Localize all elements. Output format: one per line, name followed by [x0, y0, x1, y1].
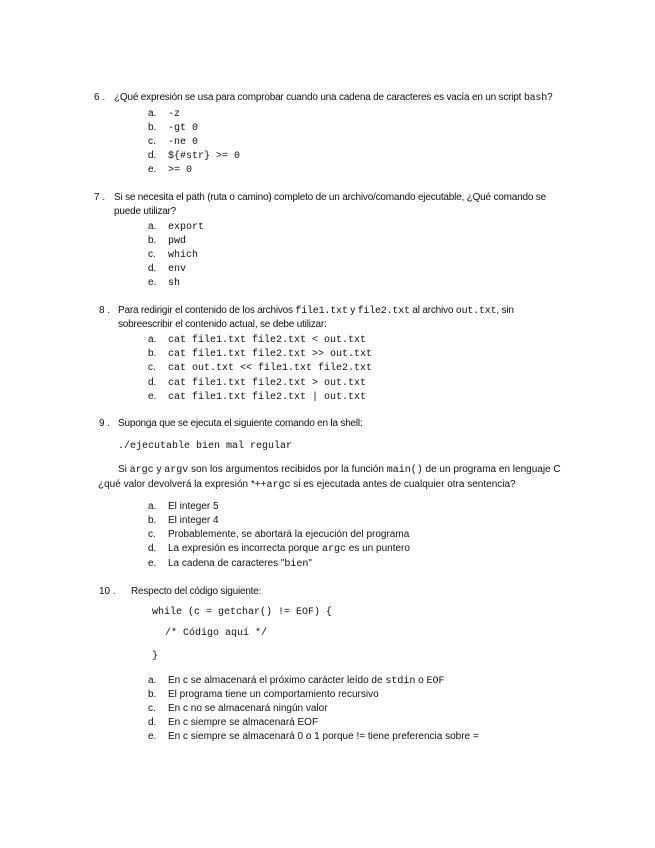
question-text: Respecto del código siguiente:	[131, 586, 262, 597]
option-text: -z	[168, 109, 181, 120]
code-line-2: /* Código aquí */	[165, 628, 268, 639]
option-letter: a.	[148, 675, 157, 686]
inline-code: bash	[523, 93, 548, 104]
text-part: si es ejecutada antes de cualquier otra sentencia?	[290, 479, 516, 490]
option-letter: c.	[148, 249, 156, 260]
option-text: En c siempre se almacenará EOF	[168, 717, 319, 728]
question-number: 7 .	[94, 192, 106, 203]
inline-code: argc	[321, 544, 346, 555]
option-e[interactable]	[148, 163, 192, 177]
option-b[interactable]	[148, 234, 186, 248]
option-text: >= 0	[168, 165, 193, 176]
option-c[interactable]	[148, 361, 372, 375]
option-b[interactable]	[148, 514, 219, 528]
paragraph-line-1	[118, 462, 561, 478]
option-text: pwd	[168, 236, 187, 247]
option-text: El integer 5	[168, 501, 219, 512]
option-letter: b.	[148, 122, 157, 133]
option-letter: d.	[148, 377, 157, 388]
question-text-part: ?	[547, 92, 553, 103]
text-part: de un programa en lenguaje C	[422, 464, 561, 475]
text-part: son los argumentos recibidos por la función	[188, 464, 387, 475]
option-text: cat file1.txt file2.txt < out.txt	[168, 335, 367, 346]
option-c[interactable]	[148, 528, 409, 542]
option-d[interactable]	[148, 542, 410, 556]
option-b[interactable]	[148, 688, 379, 702]
option-text: o	[415, 675, 427, 686]
option-c[interactable]	[148, 248, 198, 262]
option-e[interactable]	[148, 557, 312, 571]
option-letter: b.	[148, 348, 157, 359]
question-text-line-2: sobreescribir el contenido actual, se debe utilizar:	[118, 319, 327, 330]
option-text: El integer 4	[168, 515, 219, 526]
option-text: sh	[168, 278, 181, 289]
option-text: -ne 0	[168, 137, 199, 148]
inline-code: bien	[284, 559, 309, 570]
inline-code: main()	[386, 465, 423, 476]
inline-code: out.txt	[455, 306, 497, 317]
option-letter: c.	[148, 529, 156, 540]
text-part: y	[153, 464, 165, 475]
option-text: En c siempre se almacenará 0 o 1 porque != tiene preferencia sobre =	[168, 731, 479, 742]
option-text: "	[308, 558, 312, 569]
option-text: es un puntero	[346, 543, 410, 554]
option-text: La expresión es incorrecta porque	[168, 543, 322, 554]
option-letter: e.	[148, 164, 157, 175]
question-text: Suponga que se ejecuta el siguiente comando en la shell:	[118, 418, 363, 429]
option-letter: e.	[148, 391, 157, 402]
option-letter: d.	[148, 717, 157, 728]
option-a[interactable]	[148, 220, 204, 234]
question-text-part: , sin	[496, 305, 514, 316]
option-text: En c no se almacenará ningún valor	[168, 703, 328, 714]
option-a[interactable]	[148, 674, 445, 688]
option-letter: a.	[148, 334, 157, 345]
option-d[interactable]	[148, 716, 318, 730]
option-letter: a.	[148, 501, 157, 512]
option-letter: d.	[148, 150, 157, 161]
option-letter: b.	[148, 235, 157, 246]
option-letter: b.	[148, 689, 157, 700]
option-text: Probablemente, se abortará la ejecución del programa	[168, 529, 410, 540]
option-c[interactable]	[148, 135, 198, 149]
option-e[interactable]	[148, 390, 366, 404]
option-text: El programa tiene un comportamiento recursivo	[168, 689, 379, 700]
code-line-3: }	[152, 651, 159, 662]
question-text	[114, 91, 552, 106]
option-d[interactable]	[148, 376, 366, 390]
option-letter: a.	[148, 108, 157, 119]
option-d[interactable]	[148, 262, 186, 276]
inline-code: argc	[266, 480, 291, 491]
option-text: cat file1.txt file2.txt >> out.txt	[168, 349, 373, 360]
option-letter: d.	[148, 543, 157, 554]
inline-code: stdin	[385, 676, 416, 687]
option-text: -gt 0	[168, 123, 199, 134]
option-text: La cadena de caracteres "	[168, 558, 285, 569]
question-number: 9 .	[99, 418, 111, 429]
option-a[interactable]	[148, 107, 180, 121]
question-text-part: y	[347, 305, 358, 316]
option-letter: c.	[148, 362, 156, 373]
inline-code: file2.txt	[357, 306, 410, 317]
option-text: En c se almacenará el próximo carácter leído de	[168, 675, 386, 686]
option-letter: b.	[148, 515, 157, 526]
inline-code: argv	[164, 465, 189, 476]
inline-code: argc	[129, 465, 154, 476]
option-text: env	[168, 264, 187, 275]
question-text-line-2: puede utilizar?	[114, 206, 177, 217]
option-text: cat out.txt << file1.txt file2.txt	[168, 363, 373, 374]
option-letter: e.	[148, 558, 157, 569]
text-part: ¿qué valor devolverá la expresión *++	[98, 479, 267, 490]
option-text: export	[168, 222, 205, 233]
question-number: 8 .	[99, 305, 111, 316]
option-text: which	[168, 250, 199, 261]
option-e[interactable]	[148, 276, 180, 290]
question-number: 10 .	[99, 586, 116, 597]
option-text: cat file1.txt file2.txt > out.txt	[168, 378, 367, 389]
paragraph-line-2	[98, 477, 516, 493]
option-b[interactable]	[148, 121, 198, 135]
inline-code: file1.txt	[295, 306, 348, 317]
option-a[interactable]	[148, 333, 366, 347]
text-part: Si	[118, 464, 130, 475]
option-b[interactable]	[148, 347, 372, 361]
shell-command: ./ejecutable bien mal regular	[118, 441, 293, 452]
option-c[interactable]	[148, 702, 328, 716]
question-text-part: Para redirigir el contenido de los archivos	[118, 305, 296, 316]
inline-code: EOF	[426, 676, 445, 687]
option-d[interactable]	[148, 149, 240, 163]
option-letter: e.	[148, 277, 157, 288]
option-letter: c.	[148, 136, 156, 147]
question-text-line-1: Si se necesita el path (ruta o camino) completo de un archivo/comando ejecutable, ¿Qué comando se	[114, 192, 546, 203]
option-letter: c.	[148, 703, 156, 714]
option-e[interactable]	[148, 730, 479, 744]
option-letter: d.	[148, 263, 157, 274]
option-text: cat file1.txt file2.txt | out.txt	[168, 392, 367, 403]
question-number: 6 .	[94, 92, 106, 103]
option-letter: a.	[148, 221, 157, 232]
question-text-line-1	[118, 304, 514, 319]
question-text-part: ¿Qué expresión se usa para comprobar cuando una cadena de caracteres es vacía en un script	[114, 92, 524, 103]
option-a[interactable]	[148, 500, 219, 514]
option-letter: e.	[148, 731, 157, 742]
option-text: ${#str} >= 0	[168, 151, 241, 162]
code-line-1: while (c = getchar() != EOF) {	[152, 607, 333, 618]
question-text-part: al archivo	[409, 305, 456, 316]
